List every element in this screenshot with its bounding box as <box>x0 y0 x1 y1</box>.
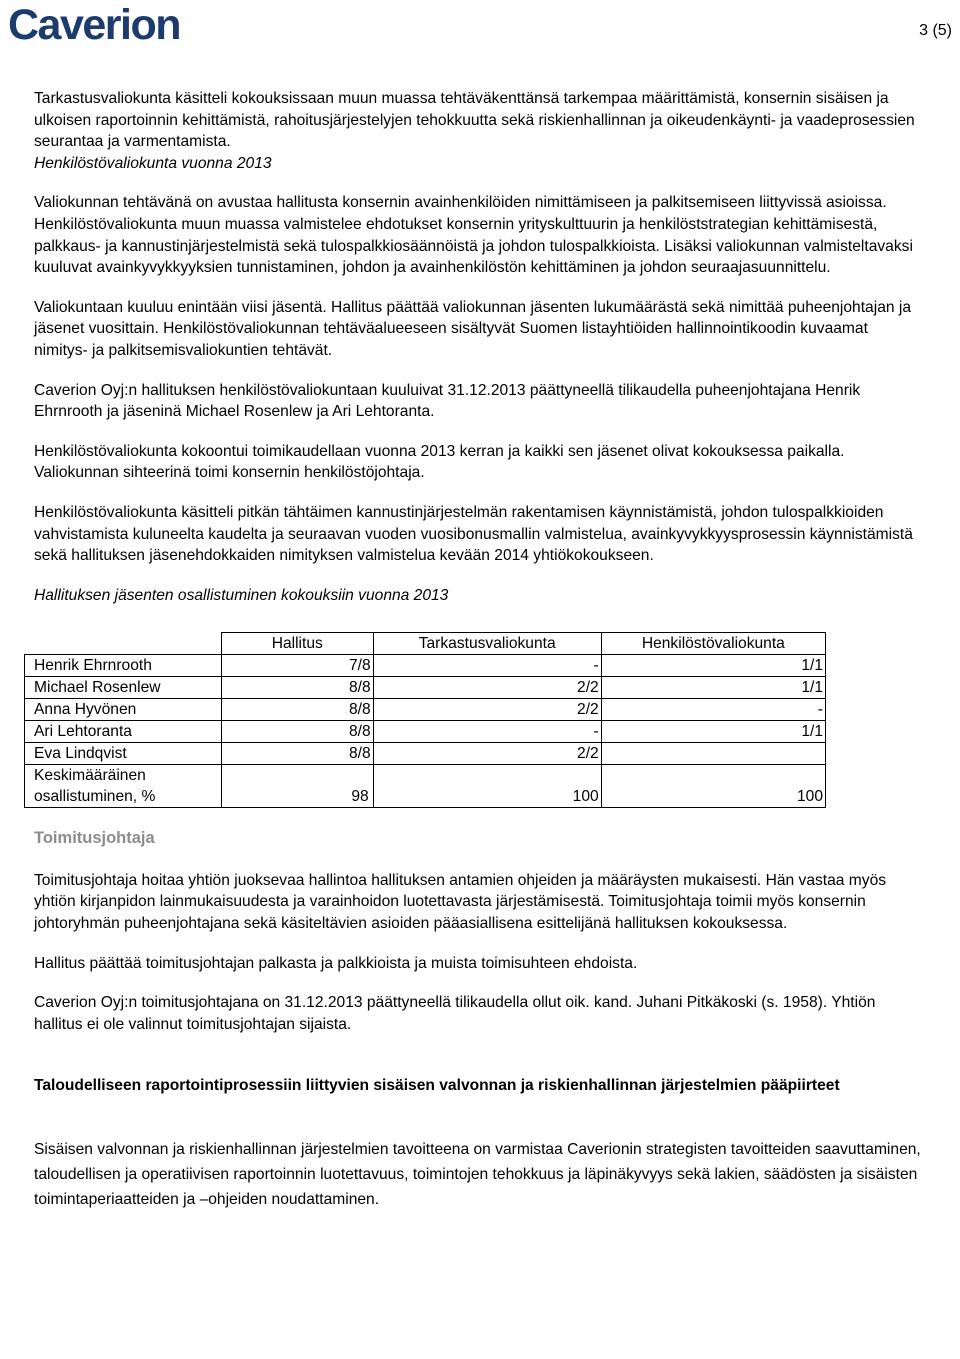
table-cell: 98 <box>221 765 373 808</box>
table-header-personnel: Henkilöstövaliokunta <box>601 633 825 655</box>
table-cell-name: Henrik Ehrnrooth <box>25 655 222 677</box>
paragraph-committee-chair: Caverion Oyj:n hallituksen henkilöstövaliokuntaan kuuluivat 31.12.2013 päättyneellä tilikaudella puheenjohtajana Henrik Ehrnrooth ja jäseninä Michael Rosenlew ja Ari Lehtoranta. <box>34 381 861 421</box>
heading-attendance: Hallituksen jäsenten osallistuminen kokouksiin vuonna 2013 <box>34 586 449 604</box>
table-cell: 8/8 <box>221 743 373 765</box>
table-cell: 8/8 <box>221 699 373 721</box>
table-row <box>25 721 826 743</box>
table-cell: 2/2 <box>373 699 601 721</box>
table-cell: 8/8 <box>221 721 373 743</box>
heading-internal-control: Taloudelliseen raportointiprosessiin liittyvien sisäisen valvonnan ja riskienhallinnan järjestelmien pääpiirteet <box>34 1077 840 1095</box>
table-summary-row <box>25 765 826 808</box>
document-body <box>34 88 924 1212</box>
table-cell-name: Ari Lehtoranta <box>25 721 222 743</box>
table-row <box>25 743 826 765</box>
heading-personnel-committee: Henkilöstövaliokunta vuonna 2013 <box>34 154 272 172</box>
table-cell-summary-label <box>25 765 222 808</box>
paragraph-committee-members: Valiokuntaan kuuluu enintään viisi jäsentä. Hallitus päättää valiokunnan jäsenten lukumäärästä sekä nimittää puheenjohtajan ja jäsenet vuosittain. Henkilöstövaliokunnan tehtäväalueeseen sisältyvät Suomen listayhtiöiden hallinnointikoodin kuvaamat nimitys- ja palkitsemisvaliokuntien tehtävät. <box>34 298 912 359</box>
table-header-row <box>25 633 826 655</box>
paragraph-committee-topics: Henkilöstövaliokunta käsitteli pitkän tähtäimen kannustinjärjestelmän rakentamisen käynnistämistä, johdon tulospalkkioiden vahvistamista kuluneelta kaudelta ja seuraavan vuoden vuosibonusmallin valmistelua, avainkyvykkyysprosessin käynnistämistä sekä hallituksen jäsenehdokkaiden nimityksen valmistelua kevään 2014 yhtiökokoukseen. <box>34 503 913 565</box>
table-cell-name: Anna Hyvönen <box>25 699 222 721</box>
table-cell-name: Eva Lindqvist <box>25 743 222 765</box>
page-number: 3 (5) <box>919 22 952 39</box>
summary-label-line2: osallistuminen, % <box>34 788 156 806</box>
paragraph-ceo-name: Caverion Oyj:n toimitusjohtajana on 31.12.2013 päättyneellä tilikaudella ollut oik. kand. Juhani Pitkäkoski (s. 1958). Yhtiön hallitus ei ole valinnut toimitusjohtajan sijaista. <box>34 994 876 1033</box>
paragraph-ceo-salary: Hallitus päättää toimitusjohtajan palkasta ja palkkioista ja muista toimisuhteen ehdoista. <box>34 954 638 972</box>
table-cell: - <box>373 721 601 743</box>
table-cell: 1/1 <box>601 655 825 677</box>
paragraph-committee-meetings: Henkilöstövaliokunta kokoontui toimikaudellaan vuonna 2013 kerran ja kaikki sen jäsenet olivat kokouksessa paikalla. Valiokunnan sihteerinä toimi konsernin henkilöstöjohtaja. <box>34 442 845 482</box>
table-cell: 100 <box>373 765 601 808</box>
caverion-logo: Caverion <box>8 1 181 49</box>
table-cell: 1/1 <box>601 721 825 743</box>
summary-label-line1: Keskimääräinen <box>34 767 146 785</box>
table-row <box>25 699 826 721</box>
table-cell: 1/1 <box>601 677 825 699</box>
table-header-board: Hallitus <box>221 633 373 655</box>
paragraph-internal-control: Sisäisen valvonnan ja riskienhallinnan järjestelmien tavoitteena on varmistaa Caverionin strategisten tavoitteiden saavuttaminen, taloudellisen ja operatiivisen raportoinnin luotettavuus, toimintojen tehokkuus ja läpinäkyvyys sekä lakien, säädösten ja sisäisten toimintaperiaatteiden ja –ohjeiden noudattaminen. <box>34 1141 921 1209</box>
heading-ceo: Toimitusjohtaja <box>34 829 155 848</box>
table-cell-name: Michael Rosenlew <box>25 677 222 699</box>
paragraph-audit-committee: Tarkastusvaliokunta käsitteli kokouksissaan muun muassa tehtäväkenttänsä tarkempaa määrittämistä, konsernin sisäisen ja ulkoisen raportoinnin kehittämistä, rahoitusjärjestelyjen tehokkuutta sekä riskienhallinnan ja oikeudenkäynti- ja vaadeprosessien seurantaa ja varmentamista. <box>34 90 915 151</box>
table-cell: 8/8 <box>221 677 373 699</box>
paragraph-committee-task: Valiokunnan tehtävänä on avustaa hallitusta konsernin avainhenkilöiden nimittämiseen ja palkitsemiseen liittyvissä asioissa. Henkilöstövaliokunta muun muassa valmistelee ehdotukset konsernin yrityskulttuurin ja henkilöststrategian kehittämisestä, palkkaus- ja kannustinjärjestelmistä sekä tulospalkkiosäännöistä ja johdon tulospalkkioista. Lisäksi valiokunnan valmisteltavaksi kuuluvat avainkyvykkyyksien tunnistaminen, johdon ja avainhenkilöstön kehittäminen ja johdon seuraajasuunnittelu. <box>34 194 913 277</box>
table-cell: 100 <box>601 765 825 808</box>
table-cell: 7/8 <box>221 655 373 677</box>
table-cell: 2/2 <box>373 677 601 699</box>
table-cell: - <box>373 655 601 677</box>
attendance-table <box>24 632 826 808</box>
table-header-blank <box>25 633 222 655</box>
paragraph-ceo-duties: Toimitusjohtaja hoitaa yhtiön juoksevaa hallintoa hallituksen antamien ohjeiden ja määräysten mukaisesti. Hän vastaa myös yhtiön kirjanpidon lainmukaisuudesta ja varainhoidon luotettavasta järjestämisestä. Toimitusjohtaja toimii myös konsernin johtoryhmän puheenjohtajana sekä käsiteltävien asioiden pääasiallisena esittelijänä hallituksen kokouksessa. <box>34 871 887 933</box>
table-row <box>25 655 826 677</box>
table-header-audit: Tarkastusvaliokunta <box>373 633 601 655</box>
table-row <box>25 677 826 699</box>
table-cell <box>601 743 825 765</box>
table-cell: - <box>601 699 825 721</box>
table-cell: 2/2 <box>373 743 601 765</box>
